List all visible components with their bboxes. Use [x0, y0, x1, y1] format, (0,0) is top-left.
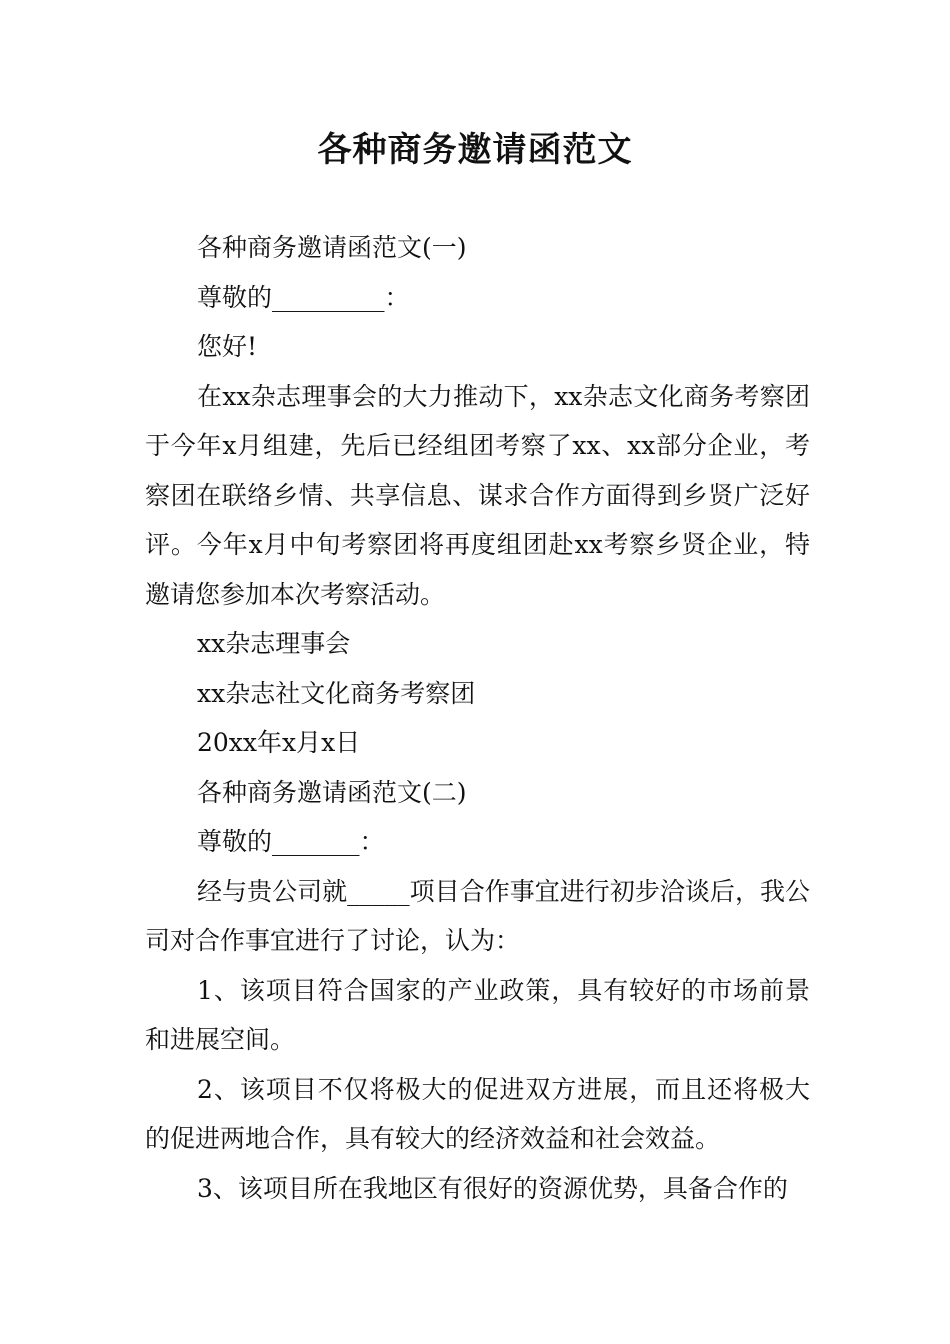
- document-body: [145, 223, 810, 1213]
- paragraph-9: 尊敬的_______：: [197, 827, 385, 856]
- paragraph-6: xx杂志社文化商务考察团: [197, 678, 476, 708]
- paragraph-13: 3、该项目所在我地区有很好的资源优势，具备合作的: [197, 1173, 788, 1203]
- paragraph-5: xx杂志理事会: [197, 629, 351, 658]
- paragraph-3: 您好!: [197, 332, 258, 361]
- paragraph-10: 经与贵公司就_____项目合作事宜进行初步洽谈后，我公司对合作事宜进行了讨论，认为：: [145, 876, 810, 955]
- paragraph-2: 尊敬的_________：: [197, 282, 410, 312]
- paragraph-1: 各种商务邀请函范文(一): [197, 233, 467, 262]
- paragraph-7: 20xx年x月x日: [197, 728, 361, 757]
- paragraph-12: 2、该项目不仅将极大的促进双方进展，而且还将极大的促进两地合作，具有较大的经济效益和社会效益。: [145, 1074, 810, 1153]
- paragraph-4: 在xx杂志理事会的大力推动下，xx杂志文化商务考察团于今年x月组建，先后已经组团考察了xx、xx部分企业，考察团在联络乡情、共享信息、谋求合作方面得到乡贤广泛好评。今年x月中旬考察团将再度组团赴xx考察乡贤企业，特邀请您参加本次考察活动。: [145, 381, 810, 609]
- paragraph-8: 各种商务邀请函范文(二): [197, 777, 467, 807]
- document-title: 各种商务邀请函范文: [317, 130, 633, 170]
- paragraph-11: 1、该项目符合国家的产业政策，具有较好的市场前景和进展空间。: [145, 975, 810, 1054]
